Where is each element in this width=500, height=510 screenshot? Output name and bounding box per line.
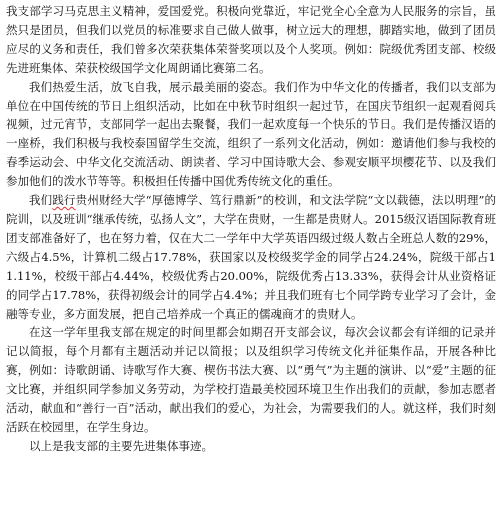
paragraph-2: 我们热爱生活，放飞自我，展示最美丽的姿态。我们作为中华文化的传播者，我们以支部为单位在中国传统的节日上组织活动，比如在中秋节时组织一起过节，在国庆节组织一起观看阅兵视频，过元宵节，支部同学一起出去聚餐，我们一起欢度每一个快乐的节日。我们是传播汉语的一座桥，我们积极与我校泰国留学生交流，组织了一系列文化活动，例如：邀请他们参与我校的春季运动会、中华文化交流活动、朗读者、学习中国诗歌大会、参观安顺平坝樱花节、以及我们参加他们的泼水节等等。积极担任传播中国优秀传统文化的重任。 (6, 79, 496, 189)
paragraph-3-lead: 我们 (29, 193, 53, 208)
paragraph-5: 以上是我支部的主要先进集体事迹。 (29, 438, 213, 453)
paragraph-3 (6, 191, 496, 323)
spellcheck-underlined-word: 践行 (52, 193, 76, 208)
document-page (6, 2, 496, 508)
paragraph-1: 我支部学习马克思主义精神，爱国爱党。积极向党靠近，牢记党全心全意为人民服务的宗旨，虽然只是团员，但我们以党员的标准要求自己做人做事，树立远大的理想，脚踏实地，做到了团员应尽的义务和责任，我们曾多次荣获集体荣誉奖项以及个人奖项。例如：院级优秀团支部、校级先进班集体、荣获校级国学文化周朗诵比赛第二名。 (6, 4, 496, 75)
paragraph-4: 在这一学年里我支部在规定的时间里都会如期召开支部会议，每次会议都会有详细的记录并记以简报，每个月都有主题活动并记以简报；以及组织学习传统文化并征集作品，开展各种比赛，例如：诗歌朗诵、诗歌写作大赛、楔伤书法大赛、以“勇气”为主题的演讲、以“爱”主题的征文比赛，并组织同学参加义务劳动，为学校打造最美校园环境卫生作出我们的贡献，参加志愿者活动，献血和“善行一百”活动，献出我们的爱心，为社会，为需要我们的人。就这样，我们时刻活跃在校园里，在学生身边。 (6, 325, 496, 434)
paragraph-3-body: 贵州财经大学“厚德博学、笃行鼎新”的校训，和文法学院“文以载德，法以明理”的院训，以及班训“继承传统，弘扬人文”，大学在贵财，一生都是贵财人。2015级汉语国际教育班团支部准备好了，也在努力着，仅在大二一学年中大学英语四级过级人数占全班总人数的29%，六级占4.5%，计算机二级占17.78%，获国家以及校级奖学金的同学占24.24%，院级干部占11.11%，校级干部占4.44%，校级优秀占20.00%，院级优秀占13.33%，获得会计从业资格证的同学占17.78%，获得初级会计的同学占4.4%；并且我们班有七个同学跨专业学习了会计，金融等专业，多方面发展，把自己培养成一个真正的儒魂商才的贵财人。 (6, 193, 496, 321)
